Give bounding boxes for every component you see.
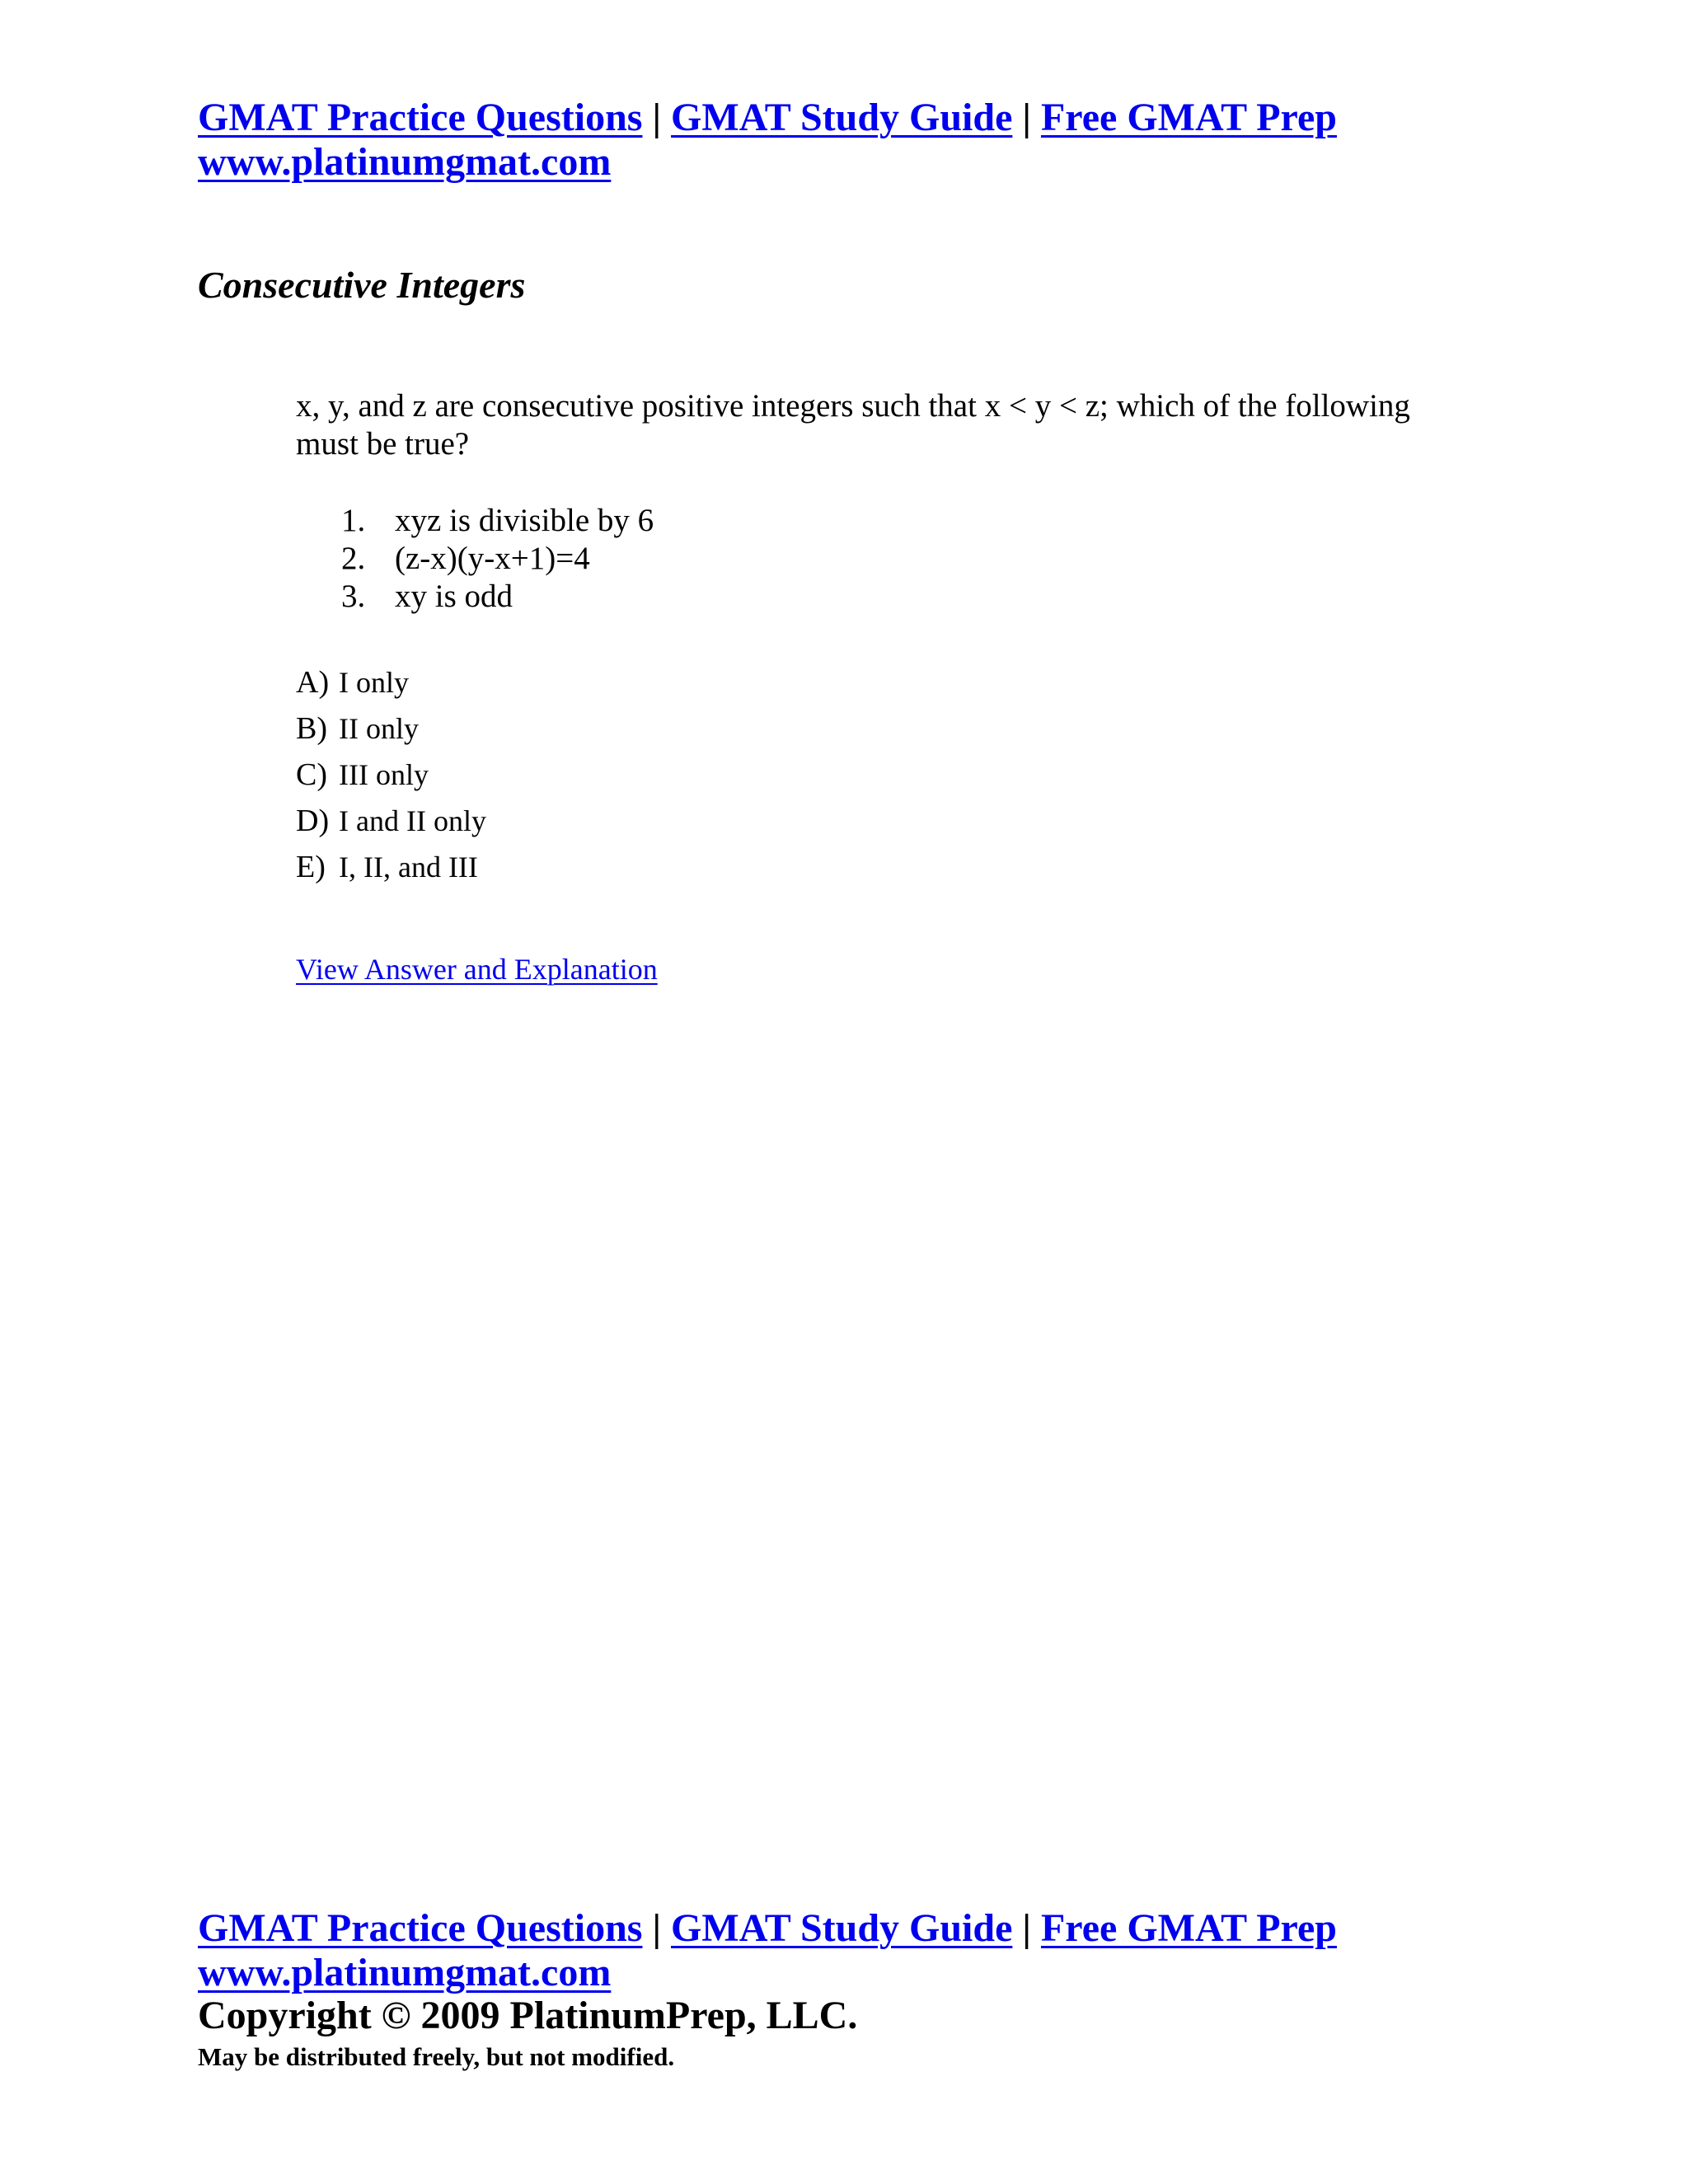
statement-item — [341, 540, 654, 578]
answer-choice-a — [296, 659, 486, 705]
statement-text: xyz is divisible by 6 — [395, 503, 654, 538]
free-gmat-prep-link[interactable]: Free GMAT Prep — [1040, 1906, 1337, 1950]
header-site-row — [198, 140, 1337, 185]
statement-number: 2. — [341, 541, 366, 576]
distribution-notice: May be distributed freely, but not modified. — [198, 2042, 675, 2071]
gmat-study-guide-link[interactable]: GMAT Study Guide — [671, 1906, 1013, 1950]
statement-item — [341, 578, 654, 616]
choice-letter: D) — [296, 804, 330, 838]
footer-nav-links-row — [198, 1906, 1337, 1951]
answer-choice-e — [296, 844, 486, 890]
question-text: x, y, and z are consecutive positive integers such that x < y < z; which of the following must be true? — [296, 388, 1410, 462]
statement-item — [341, 502, 654, 540]
choice-letter: E) — [296, 850, 326, 884]
site-url-link[interactable]: www.platinumgmat.com — [198, 1951, 612, 1994]
statement-number: 1. — [341, 503, 366, 538]
answer-link-container — [296, 951, 658, 987]
gmat-practice-questions-link[interactable]: GMAT Practice Questions — [198, 1906, 643, 1950]
header-nav — [198, 96, 1337, 185]
choice-text: I, II, and III — [339, 851, 478, 883]
section-title: Consecutive Integers — [198, 264, 526, 306]
site-url-link[interactable]: www.platinumgmat.com — [198, 140, 612, 184]
free-gmat-prep-link[interactable]: Free GMAT Prep — [1040, 96, 1337, 139]
nav-separator: | — [1022, 1906, 1031, 1950]
statement-number: 3. — [341, 579, 366, 614]
footer-site-row — [198, 1951, 1337, 1995]
gmat-practice-questions-link[interactable]: GMAT Practice Questions — [198, 96, 643, 139]
answer-choice-b — [296, 705, 486, 752]
view-answer-link[interactable]: View Answer and Explanation — [296, 953, 658, 986]
choice-text: I only — [339, 666, 409, 699]
nav-separator: | — [652, 1906, 662, 1950]
statement-text: xy is odd — [395, 579, 513, 614]
footer-nav — [198, 1906, 1337, 1995]
nav-separator: | — [1022, 96, 1031, 139]
nav-separator: | — [652, 96, 662, 139]
answer-choice-d — [296, 798, 486, 844]
header-nav-links-row — [198, 96, 1337, 140]
choice-text: II only — [339, 712, 419, 745]
answer-choice-list — [296, 659, 486, 890]
gmat-study-guide-link[interactable]: GMAT Study Guide — [671, 96, 1013, 139]
statement-list — [341, 502, 654, 616]
answer-choice-c — [296, 752, 486, 798]
choice-letter: A) — [296, 665, 330, 700]
statement-text: (z-x)(y-x+1)=4 — [395, 541, 590, 576]
copyright-text: Copyright © 2009 PlatinumPrep, LLC. — [198, 1994, 858, 2037]
choice-letter: B) — [296, 711, 327, 746]
choice-text: III only — [339, 758, 429, 791]
choice-text: I and II only — [339, 804, 486, 837]
choice-letter: C) — [296, 757, 327, 792]
